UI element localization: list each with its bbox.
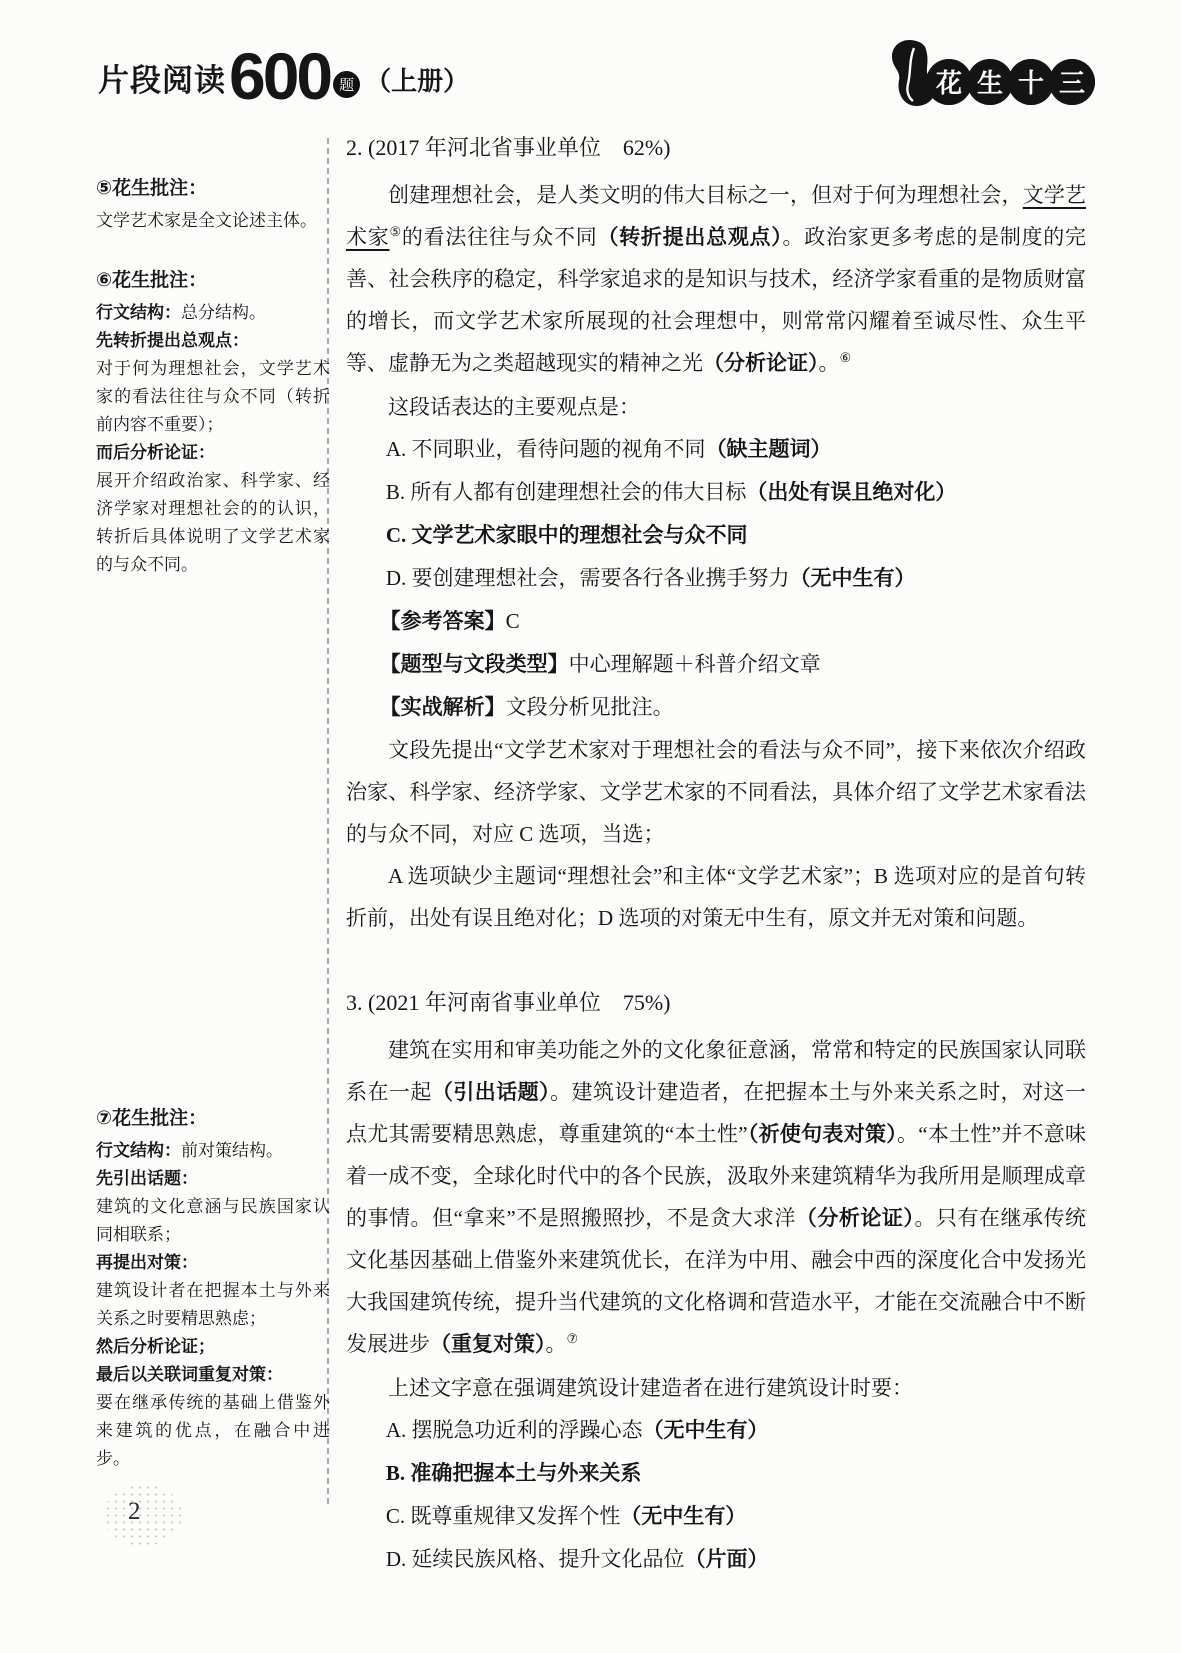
question-3 bbox=[346, 985, 1086, 1581]
margin-note-line: 对于何为理想社会，文学艺术家的看法往往与众不同（转折前内容不重要）； bbox=[96, 359, 330, 434]
margin-note-line: 先引出话题： bbox=[96, 1169, 198, 1188]
ti-badge-icon: 题 bbox=[333, 71, 360, 98]
margin-note-line: 然后分析论证； bbox=[96, 1337, 215, 1356]
option-d: D. 延续民族风格、提升文化品位（片面） bbox=[385, 1547, 769, 1571]
margin-note-line: 行文结构：总分结构。 bbox=[96, 303, 266, 322]
analysis-heading: 【实战解析】文段分析见批注。 bbox=[379, 695, 674, 719]
question-2 bbox=[346, 130, 1086, 939]
book-title bbox=[98, 39, 470, 113]
option-b: B. 准确把握本土与外来关系 bbox=[385, 1461, 642, 1485]
margin-note-title: ⑥花生批注： bbox=[96, 270, 208, 291]
book-title-number: 600 bbox=[229, 39, 331, 113]
question-stem: 这段话表达的主要观点是： bbox=[388, 395, 640, 419]
margin-note-line: 再提出对策： bbox=[96, 1253, 198, 1272]
option-a: A. 摆脱急功近利的浮躁心态（无中生有） bbox=[385, 1418, 769, 1442]
option-c: C. 既尊重规律又发挥个性（无中生有） bbox=[385, 1504, 747, 1528]
main-content-column bbox=[346, 130, 1086, 1581]
huasheng-shisan-logo bbox=[881, 42, 1095, 121]
margin-note-line: 最后以关联词重复对策： bbox=[96, 1365, 283, 1384]
margin-note-line: 行文结构：前对策结构。 bbox=[96, 1141, 283, 1160]
peanut-icon bbox=[881, 38, 945, 117]
logo-char-circle: 生 bbox=[967, 59, 1013, 105]
margin-note-title: ⑦花生批注： bbox=[96, 1108, 208, 1129]
margin-note-title: ⑤花生批注： bbox=[96, 178, 208, 199]
scan-speckle-decoration bbox=[104, 1484, 182, 1546]
analysis-paragraph: A 选项缺少主题词“理想社会”和主体“文学艺术家”；B 选项对应的是首句转折前，出处有误且绝对化；D 选项的对策无中生有，原文并无对策和问题。 bbox=[346, 864, 1086, 930]
question-passage: 创建理想社会，是人类文明的伟大目标之一，但对于何为理想社会，文学艺术家⑤的看法往往与众不同（转折提出总观点）。政治家更多考虑的是制度的完善、社会秩序的稳定，科学家追求的是知识与技术，经济学家看重的是物质财富的增长，而文学艺术家所展现的社会理想中，则常常闪耀着至诚尽性、众生平等、虚静无为之类超越现实的精神之光（分析论证）。⑥ bbox=[346, 183, 1087, 375]
logo-char-circle: 花 bbox=[926, 59, 972, 105]
question-passage: 建筑在实用和审美功能之外的文化象征意涵，常常和特定的民族国家认同联系在一起（引出话题）。建筑设计建造者，在把握本土与外来关系之时，对这一点尤其需要精思熟虑，尊重建筑的“本土性”（祈使句表对策）。“本土性”并不意味着一成不变，全球化时代中的各个民族，汲取外来建筑精华为我所用是顺理成章的事情。但“拿来”不是照搬照抄，不是贪大求洋（分析论证）。只有在继承传统文化基因基础上借鉴外来建筑优长，在洋为中用、融会中西的深度化合中发扬光大我国建筑传统，提升当代建筑的文化格调和营造水平，才能在交流融合中不断发展进步（重复对策）。⑦ bbox=[346, 1038, 1087, 1356]
option-d: D. 要创建理想社会，需要各行各业携手努力（无中生有） bbox=[385, 566, 916, 590]
page-number: 2 bbox=[128, 1498, 141, 1525]
reference-answer: 【参考答案】C bbox=[379, 609, 520, 633]
option-c: C. 文学艺术家眼中的理想社会与众不同 bbox=[385, 523, 748, 547]
book-title-volume: （上册） bbox=[365, 66, 470, 96]
margin-note-line: 先转折提出总观点： bbox=[96, 331, 249, 350]
margin-note-line: 文学艺术家是全文论述主体。 bbox=[96, 211, 317, 230]
margin-note-6 bbox=[96, 268, 330, 579]
logo-char-circle: 三 bbox=[1049, 59, 1095, 105]
question-type: 【题型与文段类型】中心理解题＋科普介绍文章 bbox=[379, 652, 821, 676]
book-title-prefix: 片段阅读 bbox=[98, 62, 226, 98]
page-number-area bbox=[104, 1484, 182, 1546]
option-a: A. 不同职业，看待问题的视角不同（缺主题词） bbox=[385, 437, 832, 461]
logo-char-circle: 十 bbox=[1008, 59, 1054, 105]
question-heading: 2. (2017 年河北省事业单位 62%) bbox=[346, 135, 671, 160]
page-header bbox=[98, 39, 1095, 128]
margin-note-5 bbox=[96, 176, 330, 235]
margin-note-line: 展开介绍政治家、科学家、经济学家对理想社会的的认识，转折后具体说明了文学艺术家的与众不同。 bbox=[96, 471, 330, 574]
margin-note-line: 建筑的文化意涵与民族国家认同相联系； bbox=[96, 1197, 330, 1244]
margin-note-line: 建筑设计者在把握本土与外来关系之时要精思熟虑； bbox=[96, 1281, 330, 1328]
question-stem: 上述文字意在强调建筑设计建造者在进行建筑设计时要： bbox=[388, 1376, 913, 1400]
margin-note-line: 要在继承传统的基础上借鉴外来建筑的优点，在融合中进步。 bbox=[96, 1393, 330, 1468]
margin-note-line: 而后分析论证： bbox=[96, 443, 215, 462]
question-heading: 3. (2021 年河南省事业单位 75%) bbox=[346, 990, 671, 1015]
analysis-paragraph: 文段先提出“文学艺术家对于理想社会的看法与众不同”，接下来依次介绍政治家、科学家、经济学家、文学艺术家的不同看法，具体介绍了文学艺术家看法的与众不同，对应 C 选项，当选； bbox=[346, 738, 1086, 846]
option-b: B. 所有人都有创建理想社会的伟大目标（出处有误且绝对化） bbox=[385, 480, 957, 504]
margin-note-7 bbox=[96, 1106, 330, 1473]
